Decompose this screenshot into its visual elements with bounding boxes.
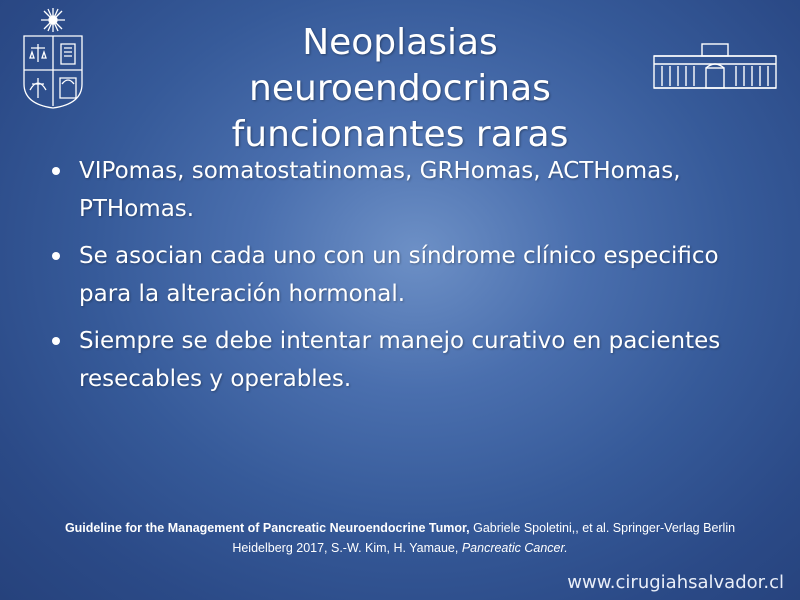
reference-book: Pancreatic Cancer. (461, 541, 568, 555)
university-crest-logo (18, 6, 88, 110)
bullet-text: VIPomas, somatostatinomas, GRHomas, ACTHomas, PTHomas. (79, 158, 681, 222)
hospital-building-logo (652, 40, 778, 90)
bullet-item (46, 322, 766, 398)
bullet-dot-icon (52, 167, 60, 175)
slide-title-line: neuroendocrinas (249, 68, 551, 110)
bullet-text: Siempre se debe intentar manejo curativo en pacientes resecables y operables. (79, 328, 721, 392)
bullet-item (46, 152, 766, 228)
bullet-text: Se asocian cada uno con un síndrome clínico especifico para la alteración hormonal. (79, 243, 719, 307)
reference-authors: Gabriele Spoletini,, et al. Springer-Verlag Berlin Heidelberg 2017, S.-W. Kim, H. Yamaue, (232, 521, 736, 555)
bullet-item (46, 237, 766, 313)
bullet-dot-icon (52, 252, 60, 260)
star-icon (41, 8, 65, 32)
slide-title (150, 20, 650, 158)
bullet-list (46, 152, 766, 407)
slide-title-line: Neoplasias (302, 22, 498, 64)
bullet-dot-icon (52, 337, 60, 345)
reference-title: Guideline for the Management of Pancreatic Neuroendocrine Tumor, (64, 521, 470, 535)
slide-title-line: funcionantes raras (231, 114, 569, 156)
reference-citation (40, 518, 760, 558)
website-url: www.cirugiahsalvador.cl (567, 572, 784, 593)
